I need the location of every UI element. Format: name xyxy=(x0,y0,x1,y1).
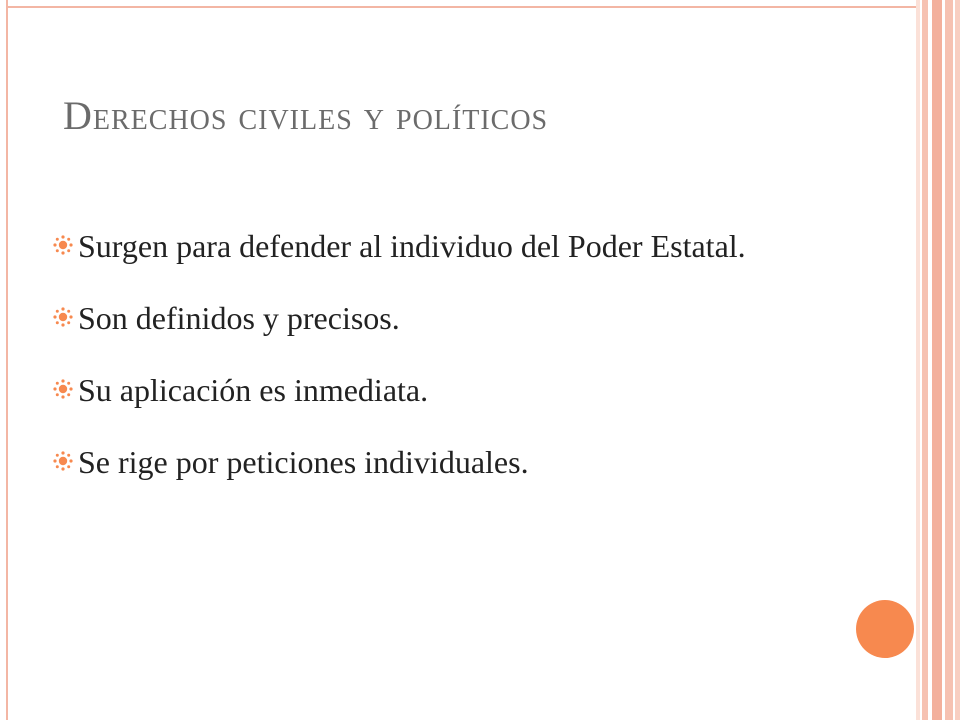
bullet-item xyxy=(52,426,870,498)
frame-top-border xyxy=(6,6,916,8)
sun-bullet-icon xyxy=(52,306,74,328)
sun-bullet-icon xyxy=(52,450,74,472)
decorative-stripes xyxy=(916,0,960,720)
bullet-item xyxy=(52,354,870,426)
bullet-text: Se rige por peticiones individuales. xyxy=(78,444,529,480)
bullet-text: Son definidos y precisos. xyxy=(78,300,400,336)
bullet-text: Surgen para defender al individuo del Poder Estatal. xyxy=(78,228,746,264)
bullet-item xyxy=(52,210,870,282)
bullet-item xyxy=(52,282,870,354)
bullet-text: Su aplicación es inmediata. xyxy=(78,372,429,408)
frame-left-border xyxy=(6,0,8,720)
slide-title: Derechos civiles y políticos xyxy=(63,93,549,138)
sun-bullet-icon xyxy=(52,378,74,400)
bullet-list xyxy=(52,210,870,498)
orange-circle-decoration xyxy=(856,600,914,658)
sun-bullet-icon xyxy=(52,234,74,256)
